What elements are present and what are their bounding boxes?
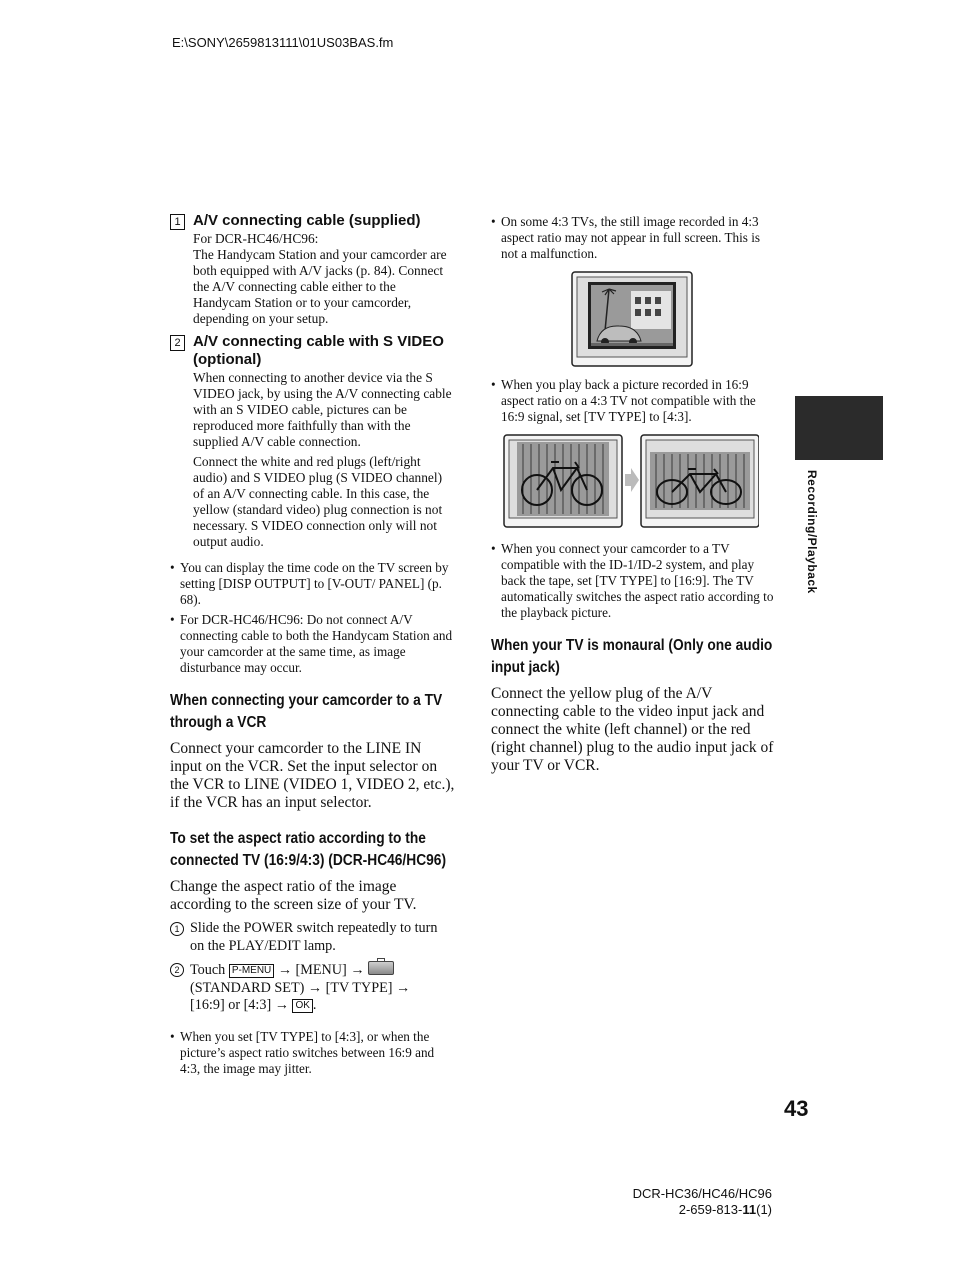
tv-type-label: [TV TYPE] bbox=[325, 979, 393, 996]
section-heading-vcr: When connecting your camcorder to a TV through a VCR bbox=[170, 692, 443, 731]
item-text: When connecting to another device via the S VIDEO jack, by using the A/V connecting cable with an S VIDEO cable, pictures can be reproduced more faithfully than with the supplied A/V cable connection. bbox=[193, 370, 452, 449]
note-list bbox=[491, 541, 776, 621]
step-1 bbox=[170, 920, 455, 955]
note-item: • When you play back a picture recorded in 16:9 aspect ratio on a 4:3 TV not compatible with the 16:9 signal, set [TV TYPE] to [4:3]. bbox=[491, 377, 776, 425]
menu-label: [MENU] bbox=[295, 962, 347, 978]
options-label: [16:9] or [4:3] bbox=[190, 997, 272, 1013]
item-av-cable bbox=[170, 212, 455, 327]
step-number: 2 bbox=[170, 963, 184, 977]
right-column bbox=[491, 212, 776, 775]
section-text-aspect: Change the aspect ratio of the image according to the screen size of your TV. bbox=[170, 878, 417, 913]
arrow-icon: → bbox=[307, 979, 323, 996]
note-item: • For DCR-HC46/HC96: Do not connect A/V connecting cable to both the Handycam Station and your camcorder at the same time, as image disturbance may occur. bbox=[170, 612, 455, 676]
section-text-vcr: Connect your camcorder to the LINE IN input on the VCR. Set the input selector on the VCR to LINE (VIDEO 1, VIDEO 2, etc.), if the VCR has an input selector. bbox=[170, 740, 455, 811]
tv-16-9-comparison-illustration bbox=[503, 434, 759, 529]
item-title: A/V connecting cable with S VIDEO (optional) bbox=[193, 333, 444, 368]
ok-button-label: OK bbox=[292, 999, 312, 1013]
left-column bbox=[170, 212, 455, 1081]
footer-code-suffix: (1) bbox=[756, 1202, 772, 1217]
note-item: • When you set [TV TYPE] to [4:3], or when the picture’s aspect ratio switches between 16:9 and 4:3, the image may jitter. bbox=[170, 1029, 455, 1077]
note-list bbox=[491, 377, 776, 425]
arrow-icon: → bbox=[396, 979, 411, 996]
section-heading-monaural: When your TV is monaural (Only one audio input jack) bbox=[491, 637, 773, 676]
section-text-monaural: Connect the yellow plug of the A/V connecting cable to the video input jack and connect the white (left channel) or the red (right channel) plug to the audio input jack of your TV or VCR. bbox=[491, 685, 774, 774]
step-2 bbox=[170, 961, 455, 1015]
footer-code bbox=[633, 1202, 772, 1218]
item-s-video-cable bbox=[170, 333, 455, 550]
standard-set-label: (STANDARD SET) bbox=[190, 979, 305, 996]
note-list bbox=[170, 1029, 455, 1077]
footer-code-bold: 11 bbox=[742, 1202, 757, 1217]
tv-before-illustration bbox=[504, 435, 622, 527]
item-number-2: 2 bbox=[170, 335, 185, 351]
page-number: 43 bbox=[784, 1096, 809, 1121]
arrow-icon: → bbox=[274, 997, 289, 1013]
note-list bbox=[491, 214, 776, 262]
note-item: • When you connect your camcorder to a TV compatible with the ID-1/ID-2 system, and play back the tape, set [TV TYPE] to [16:9]. The TV automatically switches the aspect ratio according to the playback picture. bbox=[491, 541, 776, 621]
period: . bbox=[312, 997, 317, 1013]
toolbox-icon bbox=[368, 961, 394, 975]
footer-model: DCR-HC36/HC46/HC96 bbox=[632, 1186, 772, 1201]
step-text: Slide the POWER switch repeatedly to turn on the PLAY/EDIT lamp. bbox=[190, 920, 438, 954]
arrow-icon: → bbox=[350, 962, 365, 978]
footer bbox=[633, 1186, 772, 1218]
p-menu-button-label: P-MENU bbox=[229, 964, 274, 978]
file-path: E:\SONY\2659813111\01US03BAS.fm bbox=[172, 35, 394, 50]
section-heading-aspect: To set the aspect ratio according to the connected TV (16:9/4:3) (DCR-HC46/HC96) bbox=[170, 830, 447, 869]
item-text: For DCR-HC46/HC96: bbox=[193, 231, 319, 246]
step-touch-word: Touch bbox=[190, 962, 226, 978]
right-arrow-icon bbox=[625, 468, 639, 492]
tv-after-illustration bbox=[641, 435, 759, 527]
tv-4-3-illustration bbox=[571, 271, 693, 367]
item-number-1: 1 bbox=[170, 214, 185, 230]
step-number: 1 bbox=[170, 922, 184, 936]
chapter-tab-label: Recording/Playback bbox=[805, 470, 819, 594]
item-title: A/V connecting cable (supplied) bbox=[193, 212, 421, 229]
arrow-icon: → bbox=[277, 962, 292, 978]
note-list bbox=[170, 560, 455, 676]
note-item: • You can display the time code on the TV screen by setting [DISP OUTPUT] to [V-OUT/ PANEL] (p. 68). bbox=[170, 560, 455, 608]
item-text: Connect the white and red plugs (left/right audio) and S VIDEO plug (S VIDEO channel) of an A/V connecting cable. In this case, the yellow (standard video) plug connection is not necessary. S VIDEO connection only will not output audio. bbox=[193, 454, 443, 549]
footer-code-prefix: 2-659-813- bbox=[678, 1202, 743, 1217]
note-item: • On some 4:3 TVs, the still image recorded in 4:3 aspect ratio may not appear in full screen. This is not a malfunction. bbox=[491, 214, 776, 262]
item-text: The Handycam Station and your camcorder are both equipped with A/V jacks (p. 84). Connect the A/V connecting cable either to the Handycam Station or to your camcorder, depending on your setup. bbox=[193, 247, 447, 326]
chapter-tab bbox=[795, 396, 883, 460]
